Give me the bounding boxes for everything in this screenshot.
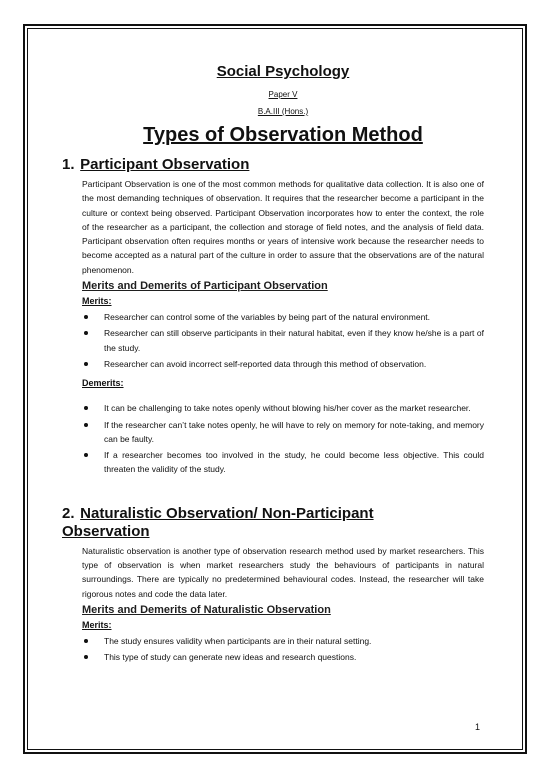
- list-item: Researcher can still observe participants in their natural habitat, even if they know he/she is a part of the study.: [82, 326, 484, 355]
- bullet-icon: [84, 362, 88, 366]
- bullet-icon: [84, 655, 88, 659]
- section-2-paragraph: Naturalistic observation is another type of observation research method used by market researchers. This type of observation is when market researchers study the behaviours of participants in natural surroundings. There are typically no predetermined behavioural codes. Instead, the researcher will take rigorous notes and code the data later.: [82, 545, 484, 599]
- paper-label: Paper V: [268, 90, 298, 99]
- merits-list: [82, 310, 484, 371]
- bullet-icon: [84, 331, 88, 335]
- list-item: Researcher can control some of the variables by being part of the natural environment.: [82, 310, 484, 324]
- list-item: If the researcher can’t take notes openly, he will have to rely on memory for note-taking, and memory can be faulty.: [82, 418, 484, 447]
- page-content: [62, 63, 484, 667]
- bullet-icon: [84, 423, 88, 427]
- list-item: If a researcher becomes too involved in the study, he could become less objective. This could threaten the validity of the study.: [82, 448, 484, 477]
- section-number: 2.: [62, 504, 75, 522]
- section-2-subheading: Merits and Demerits of Naturalistic Observation: [82, 603, 331, 616]
- section-title: Participant Observation: [80, 156, 250, 173]
- demerits-label: Demerits:: [82, 378, 124, 389]
- section-1-subheading: Merits and Demerits of Participant Observation: [82, 280, 328, 293]
- merits-list: [82, 634, 484, 665]
- section-1-paragraph: Participant Observation is one of the most common methods for qualitative data collection. It is also one of the most demanding techniques of observation. It requires that the researcher become a participant in the culture or context being observed. Participant Observation incorporates how to enter the context, the role of the researcher as a participant, the collection and storage of field notes, and the analysis of field data. Participant observation often requires months or years of intensive work because the researcher needs to become accepted as a natural part of the culture in order to assure that the observations are of the natural phenomenon.: [82, 179, 484, 275]
- merits-label: Merits:: [82, 619, 112, 630]
- list-item: This type of study can generate new ideas and research questions.: [82, 650, 484, 664]
- list-item: Researcher can avoid incorrect self-reported data through this method of observation.: [82, 357, 484, 371]
- document-title: Types of Observation Method: [143, 124, 423, 146]
- list-item: It can be challenging to take notes openly without blowing his/her cover as the market researcher.: [82, 401, 484, 415]
- section-1-heading: [62, 156, 464, 174]
- course-title: Social Psychology: [216, 63, 350, 80]
- bullet-icon: [84, 315, 88, 319]
- demerits-list: [82, 401, 484, 476]
- page-number: 1: [475, 722, 481, 732]
- bullet-icon: [84, 406, 88, 410]
- section-title: Naturalistic Observation/ Non-Participant Observation: [62, 504, 374, 540]
- list-item: The study ensures validity when participants are in their natural setting.: [82, 634, 484, 648]
- section-number: 1.: [62, 156, 75, 173]
- bullet-icon: [84, 639, 88, 643]
- section-2-heading: [62, 505, 464, 541]
- merits-label: Merits:: [82, 296, 112, 307]
- degree-label: B.A.III (Hons.): [257, 107, 309, 116]
- bullet-icon: [84, 453, 88, 457]
